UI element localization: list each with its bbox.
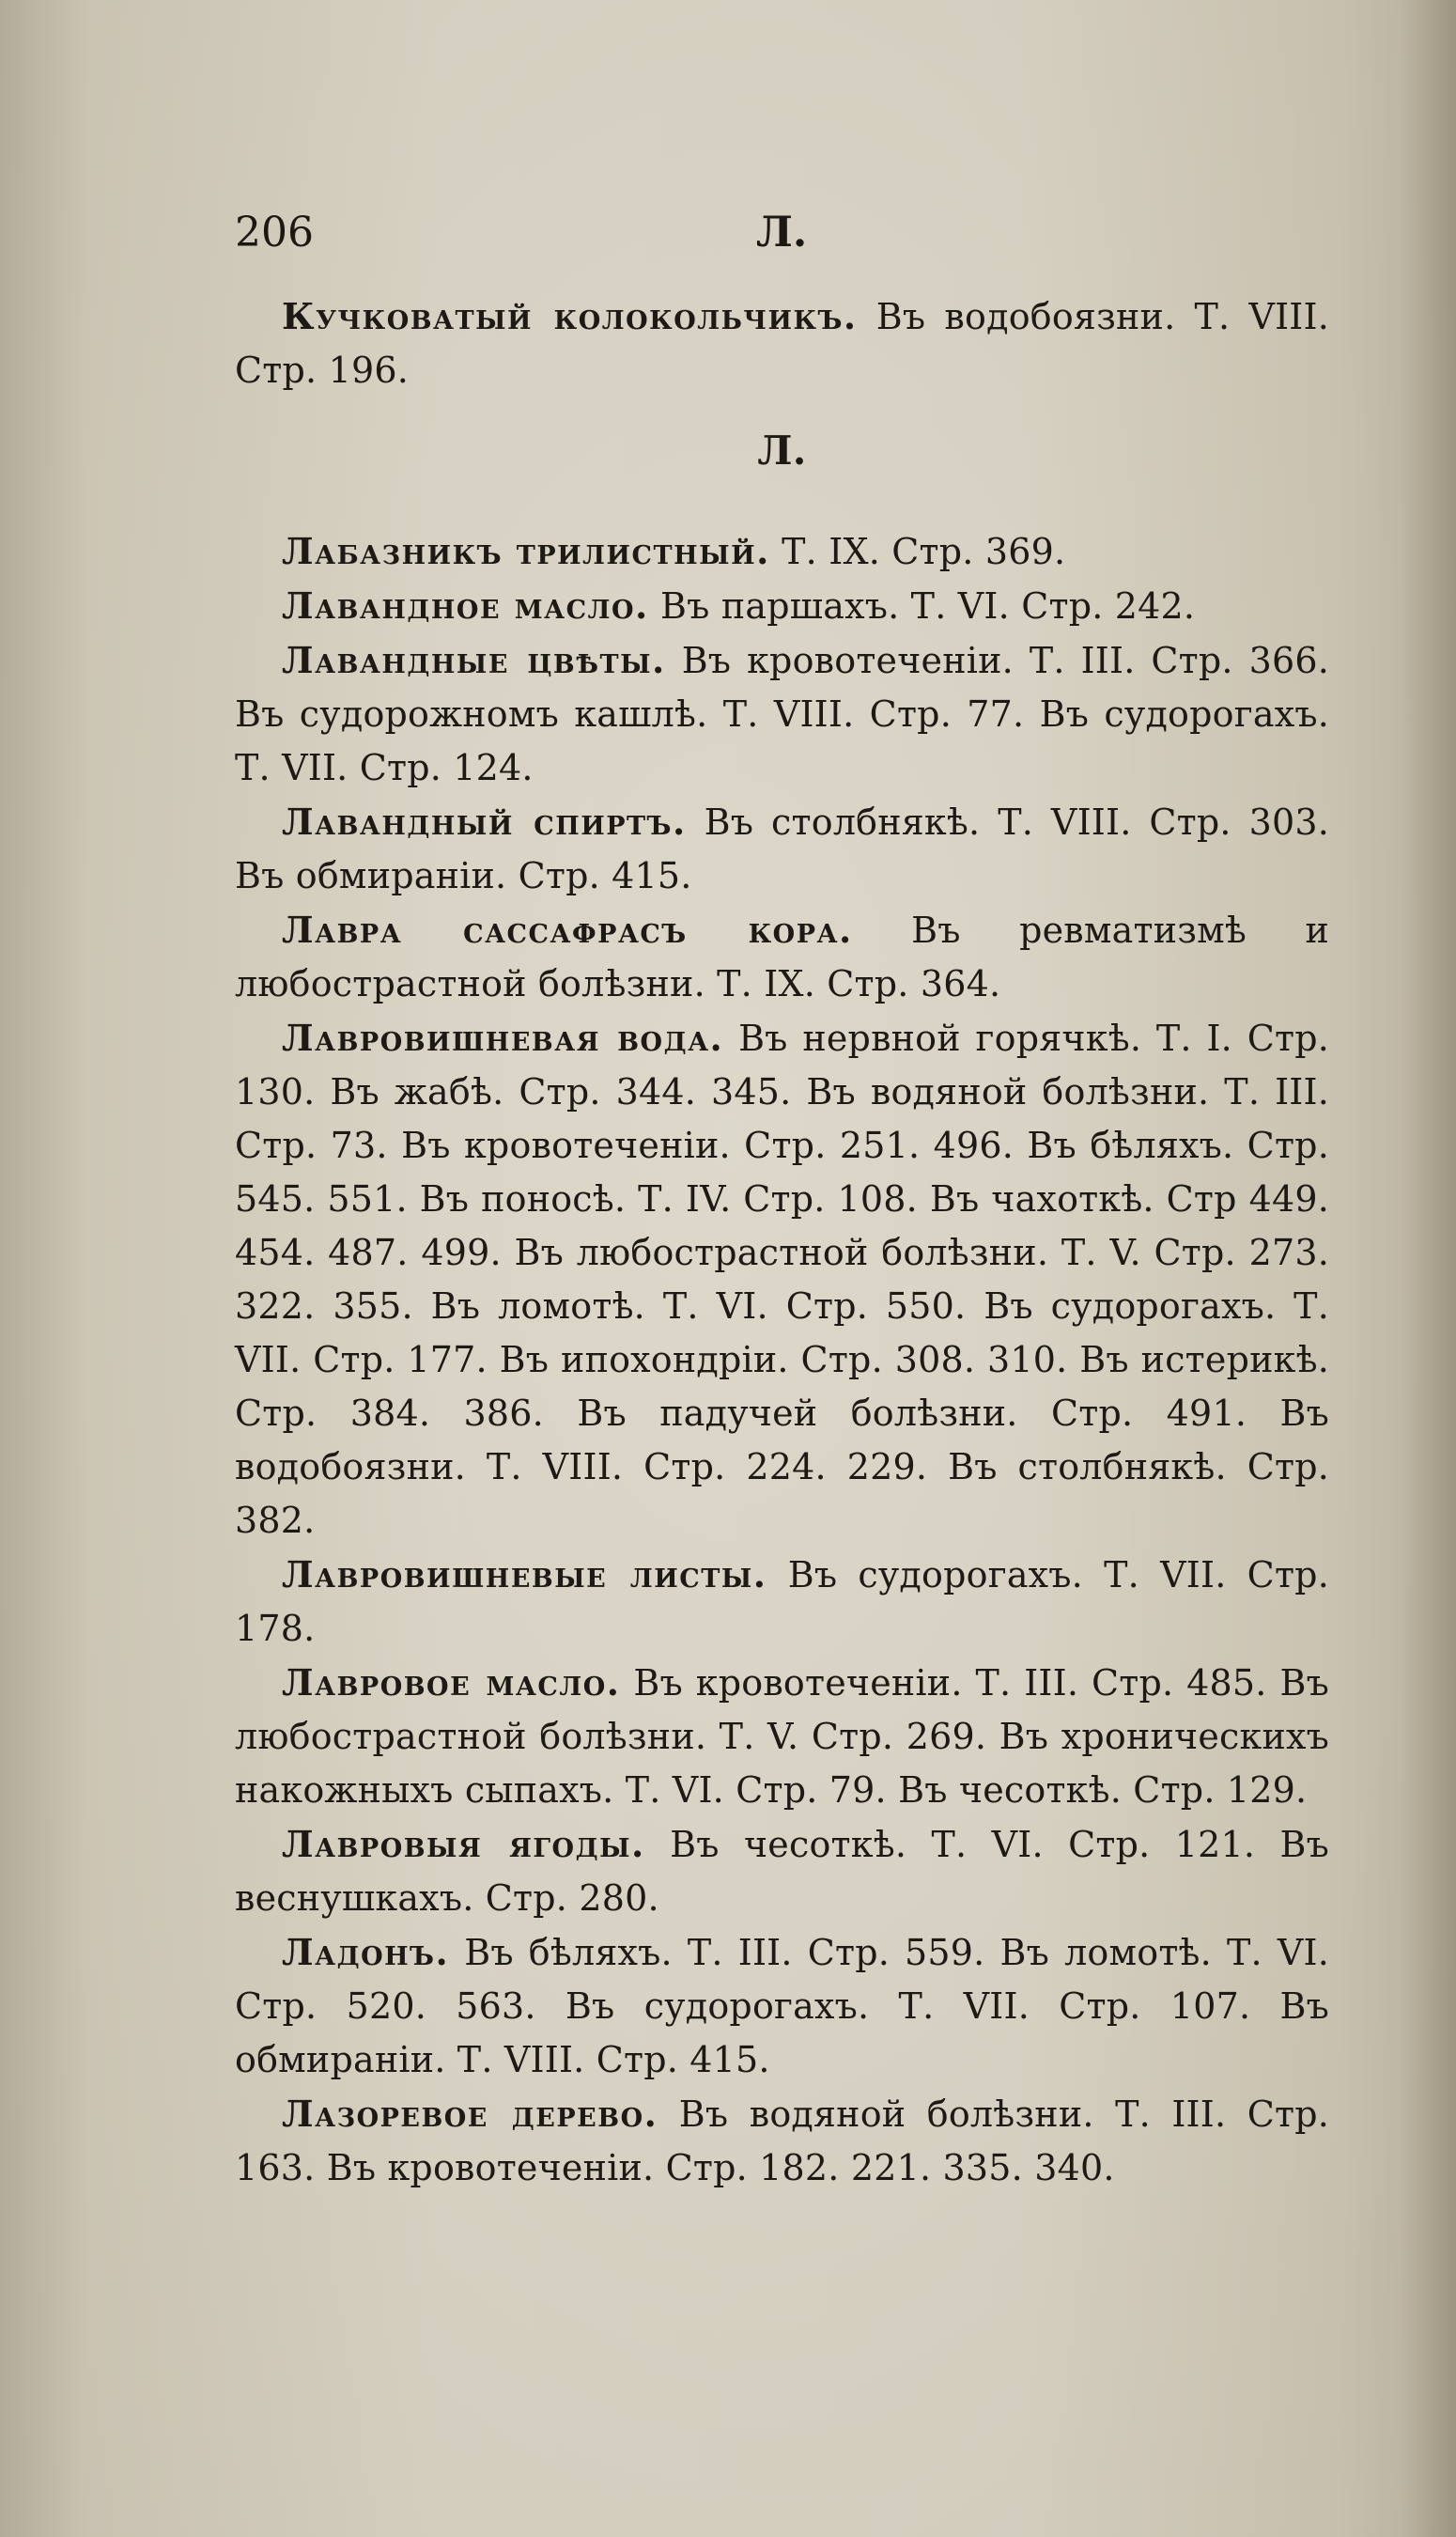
- index-entry: [235, 524, 1329, 579]
- entry-term: Лавровыя ягоды.: [282, 1823, 645, 1865]
- index-entry: [235, 1548, 1329, 1656]
- entry-term: Лавровишневые листы.: [282, 1553, 767, 1595]
- index-entry: [235, 2087, 1329, 2195]
- index-entry: [235, 289, 1329, 397]
- index-text: [235, 289, 1329, 2195]
- entry-term: Ладонъ.: [282, 1931, 450, 1973]
- entry-term: Лавровое масло.: [282, 1661, 621, 1704]
- entry-references: Въ кровотеченіи. Т. III. Стр. 366. Въ судорожномъ кашлѣ. Т. VIII. Стр. 77. Въ судорогахъ. Т. VII. Стр. 124.: [235, 640, 1330, 788]
- page-number: 206: [235, 209, 314, 257]
- entry-references: Въ кровотеченіи. Т. III. Стр. 485. Въ любострастной болѣзни. Т. V. Стр. 269. Въ хроническихъ накожныхъ сыпахъ. Т. VI. Стр. 79. Въ чесоткѣ. Стр. 129.: [235, 1662, 1329, 1811]
- index-entry: [235, 1656, 1329, 1817]
- entry-term: Лавра сассафрасъ кора.: [282, 909, 853, 951]
- running-head: [235, 209, 1329, 274]
- entry-references: Въ столбнякѣ. Т. VIII. Стр. 303. Въ обмираніи. Стр. 415.: [235, 802, 1330, 896]
- entry-term: Лавандный спиртъ.: [282, 801, 687, 843]
- entry-term: Лавровишневая вода.: [282, 1017, 724, 1059]
- entry-references: Въ нервной горячкѣ. Т. I. Стр. 130. Въ жабѣ. Стр. 344. 345. Въ водяной болѣзни. Т. III. Стр. 73. Въ кровотеченіи. Стр. 251. 496. Въ бѣляхъ. Стр. 545. 551. Въ поносѣ. Т. IV. Стр. 108. Въ чахоткѣ. Стр 449. 454. 487. 499. Въ любострастной болѣзни. Т. V. Стр. 273. 322. 355. Въ ломотѣ. Т. VI. Стр. 550. Въ судорогахъ. Т. VII. Стр. 177. Въ ипохондріи. Стр. 308. 310. Въ истерикѣ. Стр. 384. 386. Въ падучей болѣзни. Стр. 491. Въ водобоязни. Т. VIII. Стр. 224. 229. Въ столбнякѣ. Стр. 382.: [235, 1018, 1329, 1541]
- section-letter-heading: Л.: [757, 428, 807, 474]
- running-head-letter: Л.: [756, 209, 808, 257]
- entry-references: Въ водяной болѣзни. Т. III. Стр. 163. Въ кровотеченіи. Стр. 182. 221. 335. 340.: [235, 2093, 1329, 2188]
- index-entry: [235, 633, 1329, 795]
- entry-references: Въ ревматизмѣ и любострастной болѣзни. Т. IX. Стр. 364.: [235, 910, 1329, 1004]
- entry-references: Т. IX. Стр. 369.: [782, 531, 1066, 572]
- entry-references: Въ судорогахъ. Т. VII. Стр. 178.: [235, 1554, 1329, 1649]
- index-entry: [235, 579, 1329, 633]
- entry-term: Кучковатый колокольчикъ.: [282, 295, 858, 337]
- index-entry: [235, 1011, 1329, 1548]
- entry-references: Въ бѣляхъ. Т. III. Стр. 559. Въ ломотѣ. Т. VI. Стр. 520. 563. Въ судорогахъ. Т. VII. Стр. 107. Въ обмираніи. Т. VIII. Стр. 415.: [235, 1932, 1330, 2080]
- entry-term: Лавандное масло.: [282, 584, 649, 627]
- entry-term: Лабазникъ трилистный.: [282, 530, 770, 572]
- entry-term: Лазоревое дерево.: [282, 2093, 658, 2135]
- index-entry: [235, 795, 1329, 903]
- entry-references: Въ водобоязни. Т. VIII. Стр. 196.: [235, 296, 1330, 391]
- index-entry: [235, 1925, 1329, 2087]
- index-entry: [235, 903, 1329, 1011]
- entry-term: Лавандные цвѣты.: [282, 639, 666, 681]
- entry-references: Въ паршахъ. Т. VI. Стр. 242.: [660, 585, 1196, 627]
- entry-references: Въ чесоткѣ. Т. VI. Стр. 121. Въ веснушкахъ. Стр. 280.: [235, 1824, 1330, 1919]
- index-entry: [235, 1817, 1329, 1925]
